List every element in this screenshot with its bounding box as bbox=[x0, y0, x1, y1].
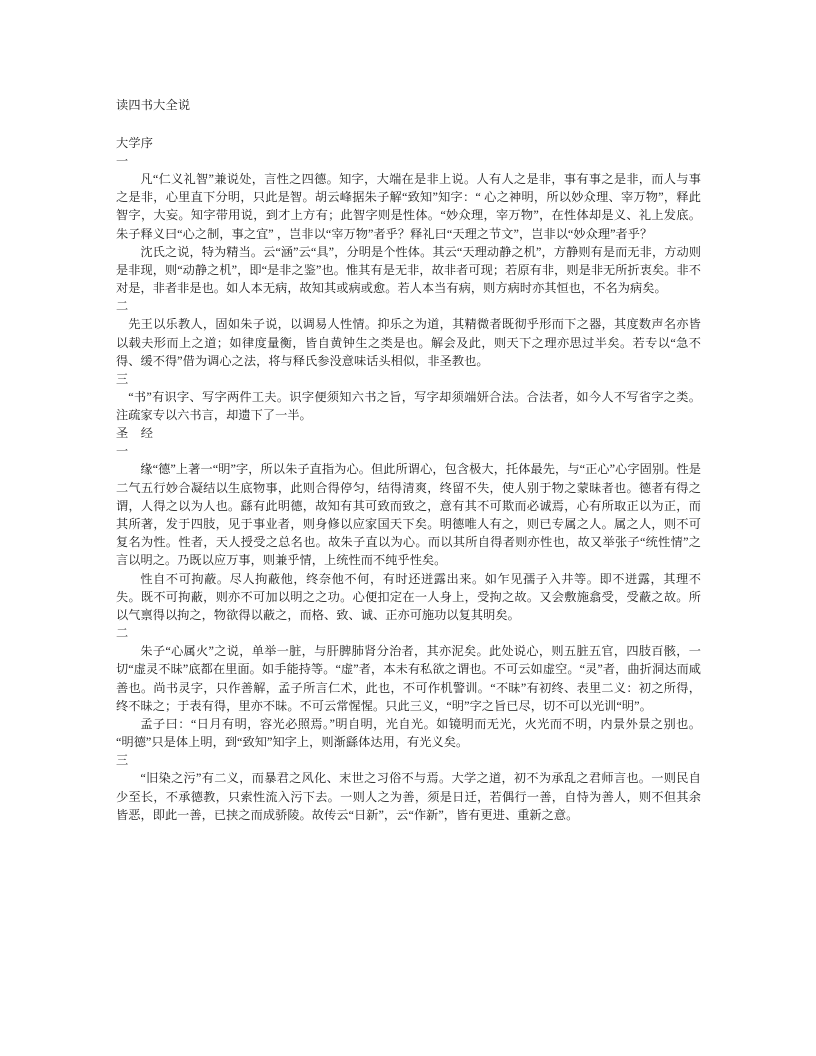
body-paragraph: “书”有识字、写字两件工夫。识字便须知六书之旨，写字却须端妍合法。合法者，如今人不写省字之类。注疏家专以六书言，却遗下了一半。 bbox=[116, 390, 701, 423]
section-number: 二 bbox=[116, 299, 129, 314]
body-paragraph: 孟子曰：“日月有明，容光必照焉。”明自明，光自光。如镜明而无光，火光而不明，内景外景之别也。“明德”只是体上明，到“致知”知字上，则渐繇体达用，有光义矣。 bbox=[116, 717, 701, 750]
body-paragraph: 先王以乐教人，固如朱子说，以调易人性情。抑乐之为道，其精微者既彻乎形而下之器，其度数声名亦皆以载夫形而上之道；如律度量衡，皆自黄钟生之类是也。解会及此，则天下之理亦思过半矣。若专以“急不得、缓不得”借为调心之法，将与释氏参没意味话头相似，非圣教也。 bbox=[116, 317, 701, 368]
section-number: 三 bbox=[116, 753, 129, 768]
body-paragraph: “旧染之污”有二义，而暴君之风化、末世之习俗不与焉。大学之道，初不为承乱之君师言也。一则民自少至长，不承德教，只索性流入污下去。一则人之为善，须是日迁，若偶行一善，自恃为善人，则不但其余皆恶，即此一善，已挟之而成骄陵。故传云“日新”，云“作新”，皆有更进、重新之意。 bbox=[116, 771, 701, 822]
chapter-heading: 圣 经 bbox=[116, 426, 154, 441]
document-title: 读四书大全说 bbox=[116, 98, 191, 112]
document-body bbox=[116, 96, 701, 824]
section-number: 一 bbox=[116, 444, 129, 459]
section-number: 二 bbox=[116, 626, 129, 641]
body-paragraph: 朱子“心属火”之说，单举一脏，与肝脾肺肾分治者，其亦泥矣。此处说心，则五脏五官，四肢百骸，一切“虚灵不昧”底都在里面。如手能持等。“虚”者，本未有私欲之谓也。不可云如虚空。“灵”者，曲折洞达而咸善也。尚书灵字，只作善解，孟子所言仁术，此也，不可作机警训。“不昧”有初终、表里二义：初之所得，终不昧之；于表有得，里亦不昧。不可云常惺惺。只此三义，“明”字之旨已尽，切不可以光训“明”。 bbox=[116, 644, 701, 713]
section-number: 三 bbox=[116, 372, 129, 387]
body-paragraph: 缘“德”上著一“明”字，所以朱子直指为心。但此所谓心，包含极大，托体最先，与“正心”心字固别。性是二气五行妙合凝结以生底物事，此则合得停匀，结得清爽，终留不失，使人别于物之蒙昧者也。德者有得之谓，人得之以为人也。繇有此明德，故知有其可致而致之，意有其不可欺而必诚焉，心有所取正以为正，而其所著，发于四肢，见于事业者，则身修以应家国天下矣。明德唯人有之，则已专属之人。属之人，则不可复名为性。性者，天人授受之总名也。故朱子直以为心。而以其所自得者则亦性也，故又举张子“统性情”之言以明之。乃既以应万事，则兼乎情，上统性而不纯乎性矣。 bbox=[116, 462, 701, 568]
body-paragraph: 凡“仁义礼智”兼说处，言性之四德。知字，大端在是非上说。人有人之是非，事有事之是非，而人与事之是非，心里直下分明，只此是智。胡云峰据朱子解“致知”知字：“ 心之神明，所以妙众理、宰万物”，释此智字，大妄。知字带用说，到才上方有；此智字则是性体。“妙众理，宰万物”，在性体却是义、礼上发底。朱子释义曰“心之制，事之宜” ，岂非以“宰万物”者乎？释礼曰“天理之节文”，岂非以“妙众理”者乎？ bbox=[116, 172, 701, 241]
section-number: 一 bbox=[116, 154, 129, 168]
chapter-section bbox=[116, 424, 701, 824]
body-paragraph: 性自不可拘蔽。尽人拘蔽他，终奈他不何，有时还迸露出来。如乍见孺子入井等。即不迸露，其理不失。既不可拘蔽，则亦不可加以明之之功。心便扣定在一人身上，受拘之故。又会敷施翕受，受蔽之故。所以气禀得以拘之，物欲得以蔽之，而格、致、诚、正亦可施功以复其明矣。 bbox=[116, 571, 701, 623]
chapter-heading: 大学序 bbox=[116, 136, 154, 150]
body-paragraph: 沈氏之说，特为精当。云“涵”云“具”，分明是个性体。其云“天理动静之机”，方静则有是而无非，方动则是非现，则“动静之机”，即“是非之鉴”也。惟其有是无非，故非者可现；若原有非，则是非无所折衷矣。非不对是，非者非是也。如人本无病，故知其或病或愈。若人本当有病，则方病时亦其恒也，不名为病矣。 bbox=[116, 244, 701, 296]
chapter-section bbox=[116, 134, 701, 424]
